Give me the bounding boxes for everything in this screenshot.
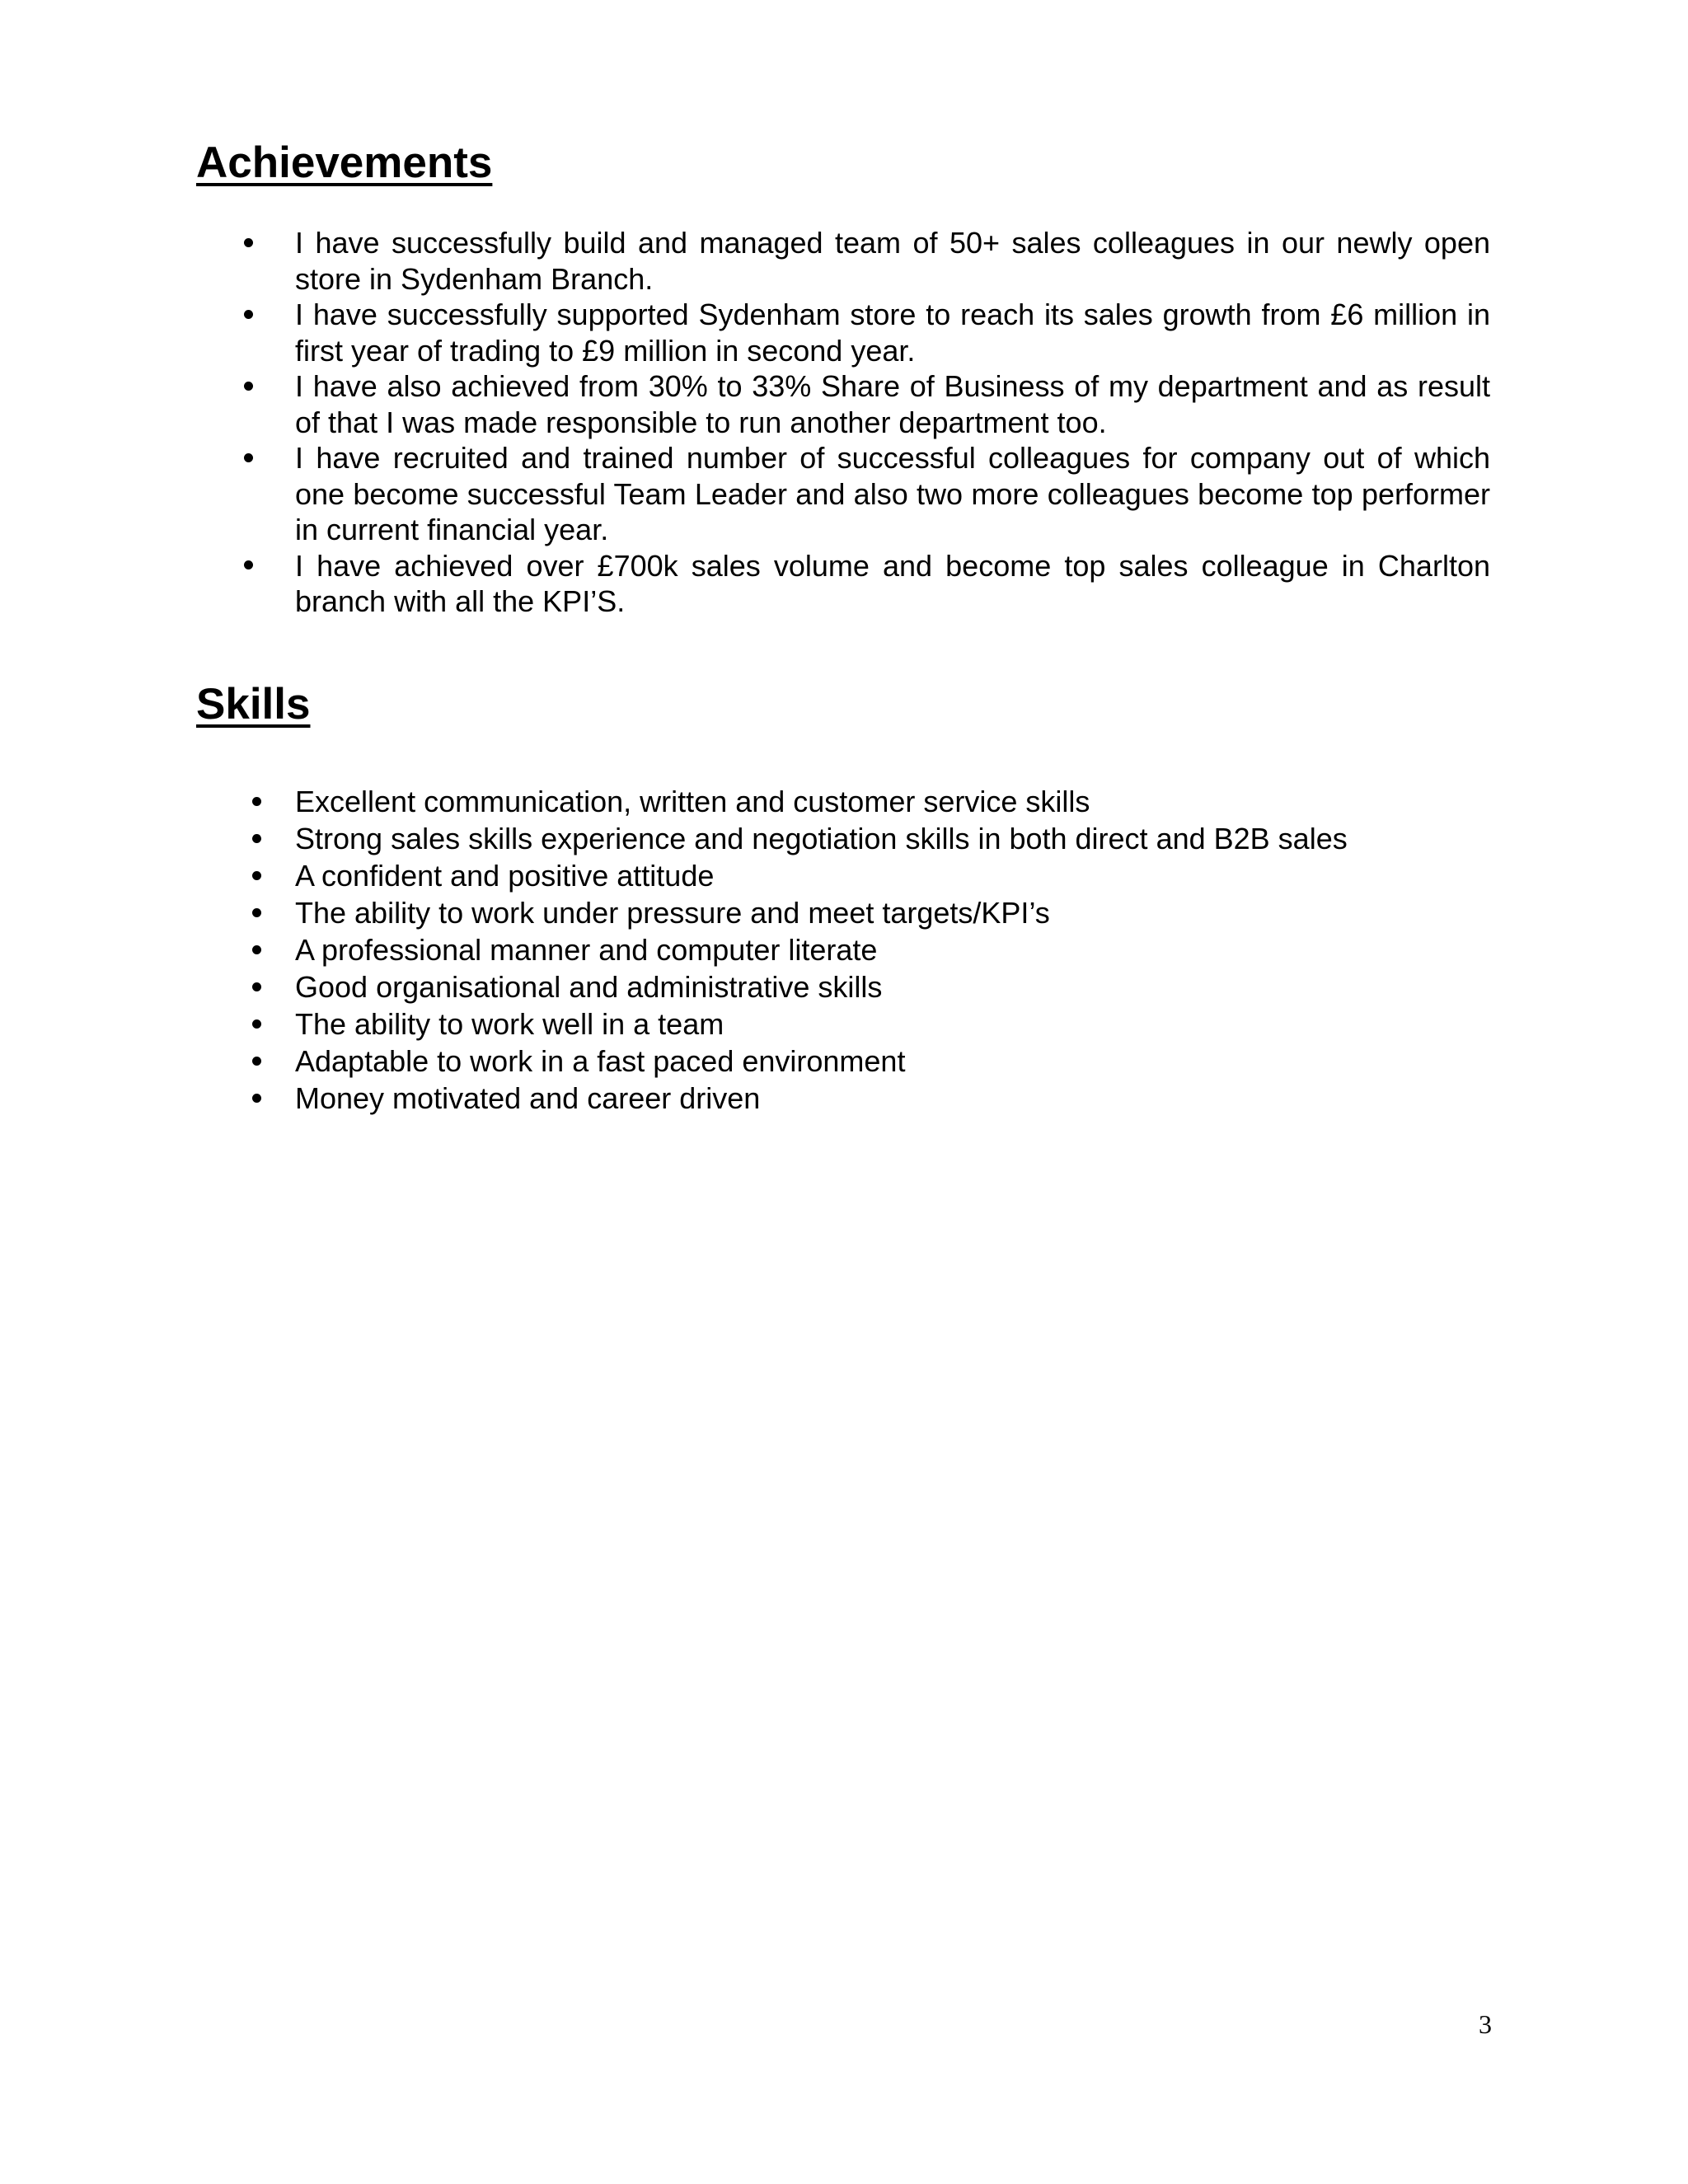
list-item	[239, 783, 1490, 820]
list-item	[239, 1005, 1490, 1043]
skill-text: Good organisational and administrative skills	[295, 970, 883, 1004]
bullet-icon	[244, 368, 269, 405]
bullet-icon	[244, 1043, 269, 1080]
skill-text: Excellent communication, written and customer service skills	[295, 785, 1090, 818]
bullet-icon	[244, 820, 269, 857]
bullet-icon	[244, 931, 269, 968]
list-item	[239, 368, 1490, 440]
list-item	[239, 1080, 1490, 1117]
bullet-icon	[244, 857, 269, 894]
skill-text: A confident and positive attitude	[295, 859, 715, 893]
skills-heading: Skills	[196, 680, 311, 729]
page-number: 3	[1479, 2009, 1492, 2039]
list-item	[239, 440, 1490, 548]
list-item	[239, 857, 1490, 894]
achievement-text: I have achieved over £700k sales volume and become top sales colleague in Charlton branch with all the KPI’S.	[295, 548, 1490, 618]
bullet-icon	[244, 440, 269, 476]
skill-text: Money motivated and career driven	[295, 1081, 761, 1115]
list-item	[239, 297, 1490, 368]
list-item	[239, 548, 1490, 620]
bullet-icon	[244, 1080, 269, 1117]
achievements-heading: Achievements	[196, 138, 493, 187]
bullet-icon	[244, 225, 269, 261]
list-item	[239, 931, 1490, 968]
bullet-icon	[244, 968, 269, 1005]
list-item	[239, 225, 1490, 297]
skill-text: The ability to work under pressure and meet targets/KPI’s	[295, 896, 1050, 930]
skill-text: Strong sales skills experience and negotiation skills in both direct and B2B sales	[295, 822, 1348, 855]
list-item	[239, 968, 1490, 1005]
achievements-list	[239, 225, 1490, 620]
achievement-text: I have successfully supported Sydenham store to reach its sales growth from £6 million in first year of trading to £9 million in second year.	[295, 298, 1490, 368]
bullet-icon	[244, 894, 269, 931]
list-item	[239, 820, 1490, 857]
achievement-text: I have recruited and trained number of successful colleagues for company out of which one become successful Team Leader and also two more colleagues become top performer in current financial year.	[295, 441, 1490, 546]
skills-list	[239, 783, 1490, 1117]
bullet-icon	[244, 548, 269, 584]
bullet-icon	[244, 297, 269, 333]
skill-text: Adaptable to work in a fast paced environment	[295, 1044, 906, 1078]
skill-text: The ability to work well in a team	[295, 1007, 724, 1041]
achievement-text: I have also achieved from 30% to 33% Share of Business of my department and as result of that I was made responsible to run another department too.	[295, 369, 1490, 439]
skill-text: A professional manner and computer literate	[295, 933, 878, 967]
bullet-icon	[244, 1005, 269, 1043]
bullet-icon	[244, 783, 269, 820]
list-item	[239, 894, 1490, 931]
achievement-text: I have successfully build and managed team of 50+ sales colleagues in our newly open store in Sydenham Branch.	[295, 226, 1490, 296]
list-item	[239, 1043, 1490, 1080]
